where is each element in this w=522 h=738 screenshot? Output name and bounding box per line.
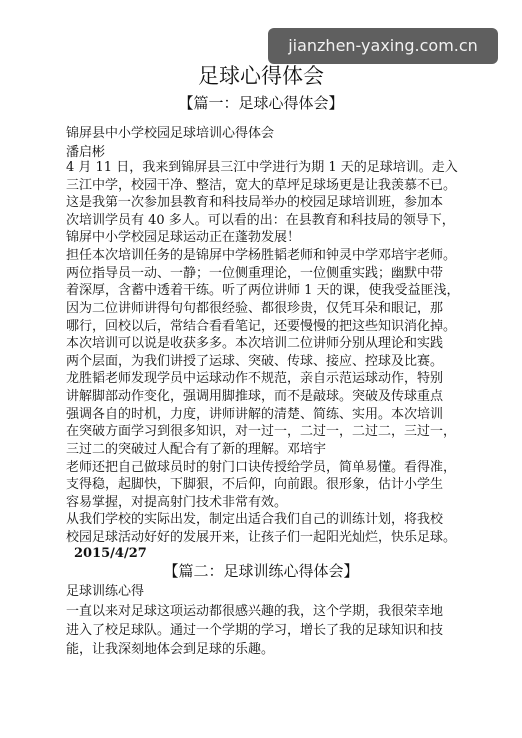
body-line: 三江中学，校园干净、整洁，宽大的草坪足球场更是让我羡慕不已。 (66, 178, 457, 193)
body-line: 4 月 11 日，我来到锦屏县三江中学进行为期 1 天的足球培训。走入 (66, 160, 458, 175)
body-line: 哪行，回校以后，常结合看看笔记，还要慢慢的把这些知识消化掉。 (66, 319, 457, 334)
section1-heading: 【篇一：足球心得体会】 (178, 94, 344, 112)
body-line: 老师还把自己做球员时的射门口诀传授给学员，简单易懂。看得准， (66, 460, 457, 475)
body-line: 因为二位讲师讲得句句都很经验、都很珍贵，仅凭耳朵和眼记，那 (66, 301, 444, 316)
body-line: 能，让我深刻地体会到足球的乐趣。 (66, 642, 275, 657)
body-line: 一直以来对足球这项运动都很感兴趣的我，这个学期，我很荣幸地 (66, 604, 444, 619)
body-line: 在突破方面学习到很多知识，对一过一，二过一，二过二，三过一， (66, 424, 457, 439)
body-line: 锦屏中小学校园足球运动正在蓬勃发展！ (66, 230, 301, 245)
body-line: 从我们学校的实际出发，制定出适合我们自己的训练计划，将我校 (66, 512, 444, 527)
page-title: 足球心得体会 (198, 64, 324, 88)
section2-heading: 【篇二：足球训练心得体会】 (163, 562, 359, 580)
section1-date: 2015/4/27 (74, 546, 147, 561)
watermark-badge: jianzhen-yaxing.com.cn (268, 28, 498, 64)
body-line: 支得稳，起脚快，下脚狠，不后仰，向前跟。很形象，估计小学生 (66, 477, 444, 492)
section1-doc-title: 锦屏县中小学校园足球培训心得体会 (66, 126, 275, 141)
body-line: 讲解脚部动作变化，强调用脚推球，而不是敲球。突破及传球重点 (66, 389, 444, 404)
body-line: 两位指导员一动、一静；一位侧重理论，一位侧重实践；幽默中带 (66, 266, 444, 281)
body-line: 容易掌握，对提高射门技术非常有效。 (66, 495, 288, 510)
body-line: 次培训学员有 40 多人。可以看的出：在县教育和科技局的领导下， (66, 213, 455, 228)
body-line: 三过二的突破过人配合有了新的理解。邓培宇 (66, 442, 327, 457)
section1-author: 潘启彬 (66, 145, 106, 160)
body-line: 两个层面，为我们讲授了运球、突破、传球、接应、控球及比赛。 (66, 354, 444, 369)
section2-doc-title: 足球训练心得 (66, 584, 145, 599)
body-line: 进入了校足球队。通过一个学期的学习，增长了我的足球知识和技 (66, 623, 444, 638)
body-line: 强调各自的时机，力度，讲师讲解的清楚、简练、实用。本次培训 (66, 407, 444, 422)
body-line: 校园足球活动好好的发展开来，让孩子们一起阳光灿烂，快乐足球。 (66, 530, 457, 545)
body-line: 龙胜韬老师发现学员中运球动作不规范，亲自示范运球动作，特别 (66, 371, 444, 386)
body-line: 这是我第一次参加县教育和科技局举办的校园足球培训班，参加本 (66, 195, 444, 210)
body-line: 担任本次培训任务的是锦屏中学杨胜韬老师和钟灵中学邓培宇老师。 (66, 248, 457, 263)
body-line: 本次培训可以说是收获多多。本次培训二位讲师分别从理论和实践 (66, 336, 444, 351)
body-line: 着深厚，含蓄中透着干练。听了两位讲师 1 天的课，使我受益匪浅， (66, 283, 460, 298)
